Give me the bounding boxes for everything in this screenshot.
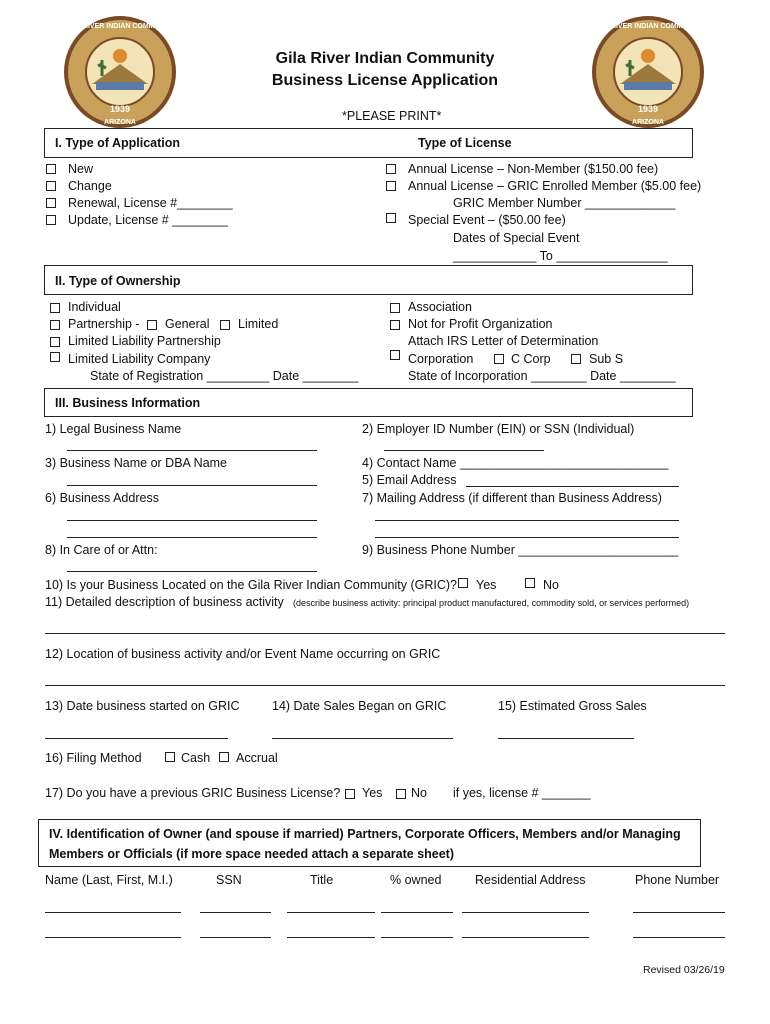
owner-row-2-title[interactable] (287, 937, 375, 938)
general-partnership-checkbox[interactable] (147, 320, 157, 330)
owner-row-2-phone[interactable] (633, 937, 725, 938)
change-checkbox[interactable] (46, 181, 56, 191)
dates-special-event-label: Dates of Special Event (453, 231, 580, 245)
owner-row-2-address[interactable] (462, 937, 589, 938)
legal-business-name-label: 1) Legal Business Name (45, 422, 182, 436)
section-4-heading-line-2: Members or Officials (if more space needed attach a separate sheet) (49, 847, 455, 861)
sub-s-checkbox[interactable] (571, 354, 581, 364)
mailing-address-line-2[interactable] (375, 537, 679, 538)
ein-label: 2) Employer ID Number (EIN) or SSN (Individual) (362, 422, 635, 436)
business-address-label: 6) Business Address (45, 491, 159, 505)
limited-label: Limited (238, 317, 279, 331)
individual-checkbox[interactable] (50, 303, 60, 313)
partnership-checkbox[interactable] (50, 320, 60, 330)
estimated-gross-sales-line[interactable] (498, 738, 634, 739)
limited-partnership-checkbox[interactable] (220, 320, 230, 330)
business-location-question: 12) Location of business activity and/or Event Name occurring on GRIC (45, 647, 441, 661)
renewal-label: Renewal, License #________ (68, 196, 233, 210)
gric-no-label: No (543, 578, 559, 592)
business-location-line[interactable] (45, 685, 725, 686)
annual-gric-label: Annual License – GRIC Enrolled Member ($5.00 fee) (408, 179, 702, 193)
svg-text:GILA RIVER INDIAN COMMUNITY: GILA RIVER INDIAN COMMUNITY (64, 23, 176, 30)
business-address-line[interactable] (67, 520, 317, 521)
svg-text:GILA RIVER INDIAN COMMUNITY: GILA RIVER INDIAN COMMUNITY (592, 23, 704, 30)
accrual-label: Accrual (236, 751, 278, 765)
section-4-heading-line-1: IV. Identification of Owner (and spouse if married) Partners, Corporate Officers, Members and/or Managing (49, 827, 681, 841)
previous-license-yes-checkbox[interactable] (345, 789, 355, 799)
owner-row-1-percent[interactable] (381, 912, 453, 913)
license-type-heading: Type of License (418, 136, 512, 150)
column-residential-address: Residential Address (475, 873, 586, 887)
please-print: *PLEASE PRINT* (342, 109, 442, 123)
column-phone-number: Phone Number (635, 873, 720, 887)
dba-name-line[interactable] (67, 485, 317, 486)
contact-name-field[interactable]: 4) Contact Name ______________________________ (362, 456, 669, 470)
new-checkbox[interactable] (46, 164, 56, 174)
individual-label: Individual (68, 300, 121, 314)
legal-business-name-line[interactable] (67, 450, 317, 451)
title-line-1: Gila River Indian Community (275, 50, 495, 67)
irs-letter-note: Attach IRS Letter of Determination (408, 334, 599, 348)
c-corp-checkbox[interactable] (494, 354, 504, 364)
gric-yes-label: Yes (476, 578, 497, 592)
llp-label: Limited Liability Partnership (68, 334, 221, 348)
previous-license-number-field[interactable]: if yes, license # _______ (453, 786, 591, 800)
previous-license-no-checkbox[interactable] (396, 789, 406, 799)
owner-row-2-percent[interactable] (381, 937, 453, 938)
accrual-checkbox[interactable] (219, 752, 229, 762)
dba-name-label: 3) Business Name or DBA Name (45, 456, 228, 470)
date-sales-began-label: 14) Date Sales Began on GRIC (272, 699, 447, 713)
gric-no-checkbox[interactable] (525, 578, 535, 588)
business-activity-note: (describe business activity: principal product manufactured, commodity sold, or services performed) (293, 598, 690, 608)
business-address-line-2[interactable] (67, 537, 317, 538)
gric-member-number[interactable]: GRIC Member Number _____________ (453, 196, 676, 210)
owner-row-1-title[interactable] (287, 912, 375, 913)
column-ssn: SSN (216, 873, 242, 887)
date-started-label: 13) Date business started on GRIC (45, 699, 240, 713)
column-percent-owned: % owned (390, 873, 442, 887)
owner-row-1-name[interactable] (45, 912, 181, 913)
corporation-checkbox[interactable] (390, 350, 400, 360)
previous-license-question: 17) Do you have a previous GRIC Business License? (45, 786, 341, 800)
owner-row-2-ssn[interactable] (200, 937, 271, 938)
business-activity-question: 11) Detailed description of business activity (45, 595, 284, 609)
section-1-heading: I. Type of Application (55, 136, 180, 150)
corporation-label: Corporation (408, 352, 474, 366)
sub-s-label: Sub S (589, 352, 624, 366)
email-address-line[interactable] (466, 486, 679, 487)
section-3-heading: III. Business Information (55, 396, 201, 410)
state-registration-field[interactable]: State of Registration _________ Date ________ (90, 369, 359, 383)
gric-seal-right (590, 14, 706, 130)
revised-date: Revised 03/26/19 (643, 964, 725, 976)
owner-row-2-name[interactable] (45, 937, 181, 938)
new-label: New (68, 162, 94, 176)
association-label: Association (408, 300, 472, 314)
mailing-address-label: 7) Mailing Address (if different than Business Address) (362, 491, 662, 505)
change-label: Change (68, 179, 112, 193)
renewal-checkbox[interactable] (46, 198, 56, 208)
estimated-gross-sales-label: 15) Estimated Gross Sales (498, 699, 647, 713)
svg-text:1939: 1939 (109, 104, 131, 114)
state-incorporation-field[interactable]: State of Incorporation ________ Date ________ (408, 369, 676, 383)
care-of-line[interactable] (67, 571, 317, 572)
association-checkbox[interactable] (390, 303, 400, 313)
business-phone-field[interactable]: 9) Business Phone Number _______________________ (362, 543, 679, 557)
previous-license-no-label: No (411, 786, 427, 800)
located-on-gric-question: 10) Is your Business Located on the Gila River Indian Community (GRIC)? (45, 578, 457, 592)
owner-row-1-ssn[interactable] (200, 912, 271, 913)
owner-row-1-phone[interactable] (633, 912, 725, 913)
special-event-checkbox[interactable] (386, 213, 396, 223)
svg-text:ARIZONA: ARIZONA (632, 119, 664, 126)
previous-license-yes-label: Yes (362, 786, 383, 800)
llc-checkbox[interactable] (50, 352, 60, 362)
nonprofit-checkbox[interactable] (390, 320, 400, 330)
care-of-label: 8) In Care of or Attn: (45, 543, 158, 557)
cash-checkbox[interactable] (165, 752, 175, 762)
gric-yes-checkbox[interactable] (458, 578, 468, 588)
svg-text:ARIZONA: ARIZONA (104, 119, 136, 126)
filing-method-label: 16) Filing Method (45, 751, 142, 765)
update-checkbox[interactable] (46, 215, 56, 225)
nonprofit-label: Not for Profit Organization (408, 317, 553, 331)
svg-text:1939: 1939 (637, 104, 659, 114)
email-address-label: 5) Email Address (362, 473, 457, 487)
business-activity-line[interactable] (45, 633, 725, 634)
general-label: General (165, 317, 210, 331)
date-sales-began-line[interactable] (272, 738, 453, 739)
cash-label: Cash (181, 751, 211, 765)
partnership-label: Partnership - (68, 317, 140, 331)
title-line-2: Business License Application (271, 72, 499, 89)
special-event-date-range[interactable]: ____________ To ________________ (453, 249, 668, 263)
date-started-line[interactable] (45, 738, 228, 739)
llp-checkbox[interactable] (50, 337, 60, 347)
special-event-label: Special Event – ($50.00 fee) (408, 213, 566, 227)
annual-gric-checkbox[interactable] (386, 181, 396, 191)
mailing-address-line-1[interactable] (375, 520, 679, 521)
ein-line[interactable] (384, 450, 544, 451)
update-label: Update, License # ________ (68, 213, 228, 227)
llc-label: Limited Liability Company (68, 352, 211, 366)
gric-seal-left (62, 14, 178, 130)
annual-nonmember-label: Annual License – Non-Member ($150.00 fee) (408, 162, 659, 176)
section-2-heading: II. Type of Ownership (55, 274, 181, 288)
c-corp-label: C Corp (511, 352, 551, 366)
column-title: Title (310, 873, 334, 887)
annual-nonmember-checkbox[interactable] (386, 164, 396, 174)
column-name: Name (Last, First, M.I.) (45, 873, 173, 887)
owner-row-1-address[interactable] (462, 912, 589, 913)
